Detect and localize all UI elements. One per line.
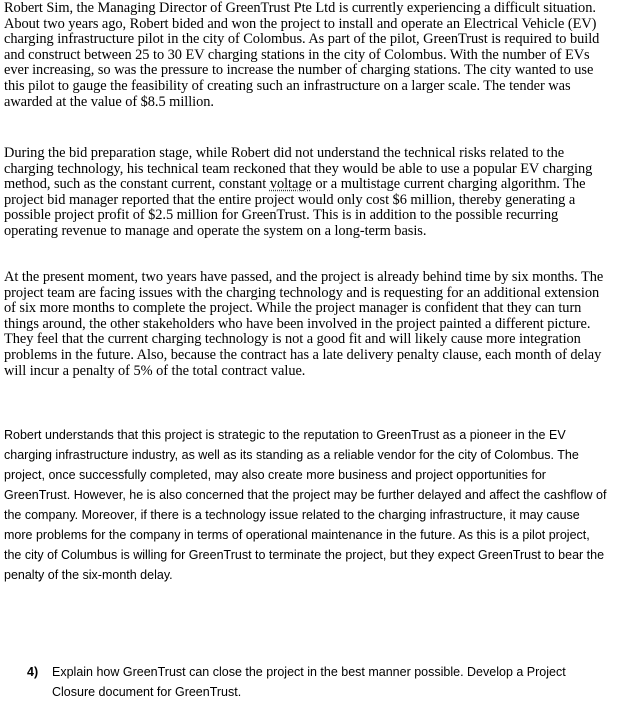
spellcheck-marked-word: voltage [269,176,312,193]
question-number: 4) [27,665,39,679]
question-text: Explain how GreenTrust can close the project in the best manner possible. Develop a Project Closure document for GreenTrust. [52,665,566,699]
case-paragraph-background: Robert Sim, the Managing Director of GreenTrust Pte Ltd is currently experiencing a difficult situation. About two years ago, Robert bided and won the project to install and operate an Electrical Vehicle (EV) charging infrastructure pilot in the city of Colombus. As part of the pilot, GreenTrust is required to build and construct between 25 to 30 EV charging stations in the city of Colombus. With the number of EVs ever increasing, so was the pressure to increase the number of charging stations. The city wanted to use this pilot to gauge the feasibility of creating such an infrastructure on a larger scale. The tender was awarded at the value of $8.5 million. [4,0,600,110]
case-paragraph-concerns: Robert understands that this project is strategic to the reputation to GreenTrust as a pioneer in the EV charging infrastructure industry, as well as its standing as a reliable vendor for the city of Colombus. The project, once successfully completed, may also create more business and project opportunities for GreenTrust. However, he is also concerned that the project may be further delayed and affect the cashflow of the company. Moreover, if there is a technology issue related to the charging infrastructure, it may cause more problems for the company in terms of operational maintenance in the future. As this is a pilot project, the city of Columbus is willing for GreenTrust to terminate the project, but they expect GreenTrust to bear the penalty of the six-month delay. [4,428,607,582]
paragraph-text-end: or a multistage current charging algorithm. The project bid manager reported that the entire project would only cost $6 million, thereby generating a possible project profit of $2.5 million for GreenTrust. This is in addition to the possible recurring operating revenue to manage and operate the system on a long-term basis. [4,176,586,239]
case-paragraph-current-status: At the present moment, two years have passed, and the project is already behind time by six months. The project team are facing issues with the charging technology and is requesting for an additional extension of six more months to complete the project. While the project manager is confident that they can turn things around, the other stakeholders who have been involved in the project painted a different picture. They feel that the current charging technology is not a good fit and will likely cause more integration problems in the future. Also, because the contract has a late delivery penalty clause, each month of delay will incur a penalty of 5% of the total contract value. [4,269,604,379]
question-item [27,662,607,702]
paragraph-text-start: During the bid preparation stage, while Robert did not understand the technical risks related to the charging technology, his technical team reckoned that they would be able to use a popular EV charging method, such as the constant current, constant [4,145,593,193]
case-paragraph-bid-preparation [4,146,610,240]
